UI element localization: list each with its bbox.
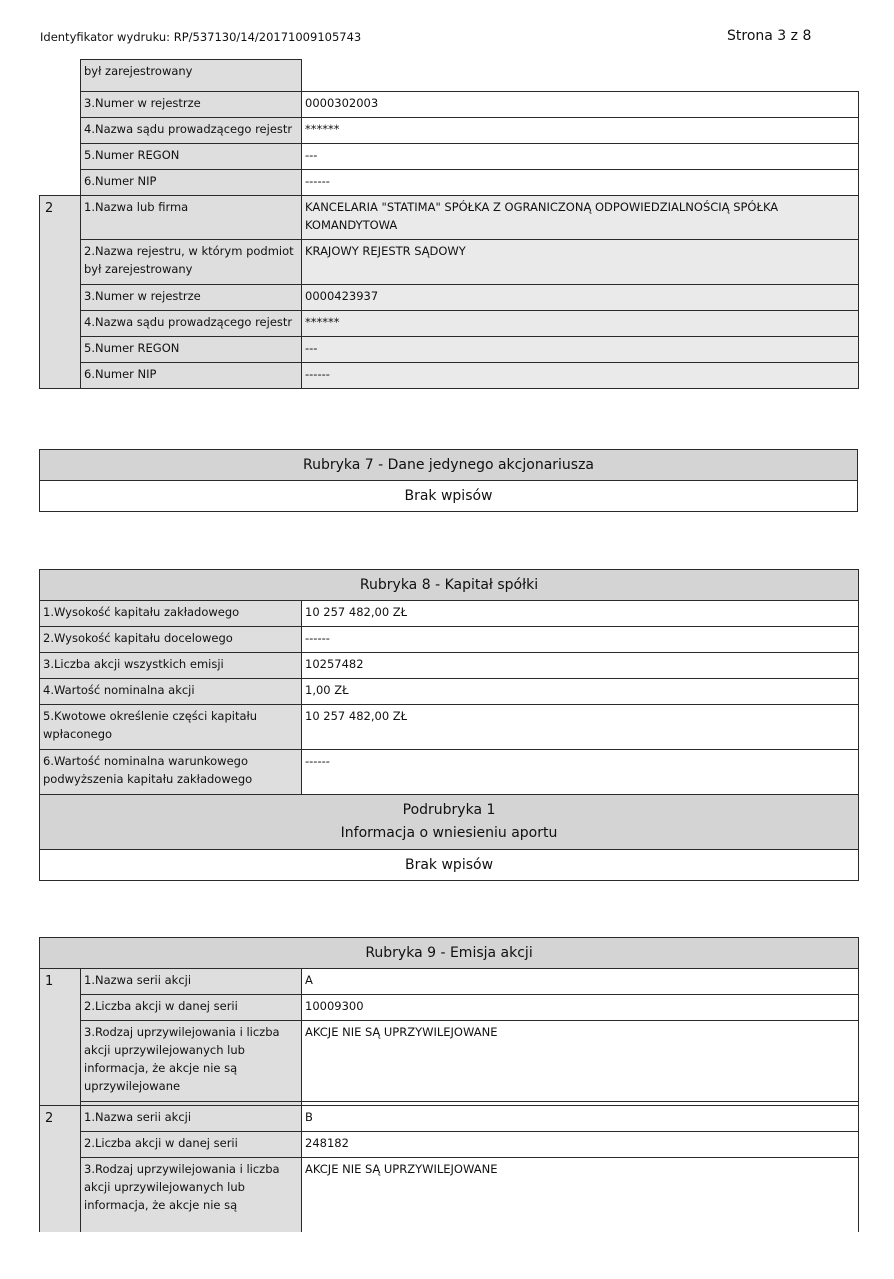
field-value: 248182 bbox=[302, 1132, 859, 1158]
field-label: 4.Nazwa sądu prowadzącego rejestr bbox=[81, 118, 302, 144]
field-label: 4.Wartość nominalna akcji bbox=[40, 679, 302, 705]
field-label: 2.Wysokość kapitału docelowego bbox=[40, 627, 302, 653]
field-label: 1.Nazwa serii akcji bbox=[81, 969, 302, 995]
field-label: 1.Wysokość kapitału zakładowego bbox=[40, 601, 302, 627]
field-value: 10009300 bbox=[302, 995, 859, 1021]
field-label: 3.Rodzaj uprzywilejowania i liczba akcji uprzywilejowanych lub informacja, że akcje nie są bbox=[81, 1158, 302, 1232]
field-label: 2.Nazwa rejestru, w którym podmiot był zarejestrowany bbox=[81, 240, 302, 285]
field-value: ****** bbox=[302, 311, 859, 337]
field-value: KRAJOWY REJESTR SĄDOWY bbox=[302, 240, 859, 285]
section-title: Rubryka 7 - Dane jedynego akcjonariusza bbox=[40, 450, 858, 481]
field-label: 6.Numer NIP bbox=[81, 170, 302, 196]
entity-1-number-cell bbox=[40, 60, 81, 196]
field-value: ------ bbox=[302, 363, 859, 389]
section7-table bbox=[39, 449, 858, 512]
subsection-title-line1: Podrubryka 1 bbox=[402, 802, 496, 818]
field-label: 5.Numer REGON bbox=[81, 337, 302, 363]
print-identifier: Identyfikator wydruku: RP/537130/14/20171009105743 bbox=[40, 30, 362, 44]
field-label: 4.Nazwa sądu prowadzącego rejestr bbox=[81, 311, 302, 337]
field-label: 5.Kwotowe określenie części kapitału wpłaconego bbox=[40, 705, 302, 750]
field-label: był zarejestrowany bbox=[81, 60, 302, 92]
field-label: 3.Rodzaj uprzywilejowania i liczba akcji uprzywilejowanych lub informacja, że akcje nie są uprzywilejowane bbox=[81, 1021, 302, 1102]
section-title: Rubryka 8 - Kapitał spółki bbox=[40, 570, 859, 601]
field-value: AKCJE NIE SĄ UPRZYWILEJOWANE bbox=[302, 1021, 859, 1102]
field-value: 1,00 ZŁ bbox=[302, 679, 859, 705]
field-value: ------ bbox=[302, 170, 859, 196]
emission-2-number: 2 bbox=[40, 1106, 81, 1232]
page-number: Strona 3 z 8 bbox=[727, 28, 812, 44]
no-entries-text: Brak wpisów bbox=[40, 481, 858, 512]
subsection-title bbox=[40, 795, 859, 850]
field-value: 10257482 bbox=[302, 653, 859, 679]
field-value: AKCJE NIE SĄ UPRZYWILEJOWANE bbox=[302, 1158, 859, 1232]
field-value bbox=[302, 60, 859, 92]
field-value: A bbox=[302, 969, 859, 995]
field-label: 6.Numer NIP bbox=[81, 363, 302, 389]
field-value: 10 257 482,00 ZŁ bbox=[302, 705, 859, 750]
subsection-title-line2: Informacja o wniesieniu aportu bbox=[340, 825, 558, 841]
field-label: 5.Numer REGON bbox=[81, 144, 302, 170]
field-value: ****** bbox=[302, 118, 859, 144]
emission-1-number: 1 bbox=[40, 969, 81, 1106]
field-value: ------ bbox=[302, 627, 859, 653]
field-value: 0000423937 bbox=[302, 285, 859, 311]
field-label: 1.Nazwa lub firma bbox=[81, 196, 302, 240]
field-value: B bbox=[302, 1106, 859, 1132]
field-value: --- bbox=[302, 337, 859, 363]
field-value: KANCELARIA "STATIMA" SPÓŁKA Z OGRANICZONĄ ODPOWIEDZIALNOŚCIĄ SPÓŁKA KOMANDYTOWA bbox=[302, 196, 859, 240]
section8-table bbox=[39, 569, 859, 881]
section-title: Rubryka 9 - Emisja akcji bbox=[40, 938, 859, 969]
field-label: 2.Liczba akcji w danej serii bbox=[81, 1132, 302, 1158]
field-label: 3.Numer w rejestrze bbox=[81, 92, 302, 118]
no-entries-text: Brak wpisów bbox=[40, 850, 859, 881]
section6-continuation-table bbox=[39, 59, 859, 389]
field-value: --- bbox=[302, 144, 859, 170]
section9-table bbox=[39, 937, 859, 1232]
field-label: 6.Wartość nominalna warunkowego podwyższenia kapitału zakładowego bbox=[40, 750, 302, 795]
field-value: ------ bbox=[302, 750, 859, 795]
field-value: 10 257 482,00 ZŁ bbox=[302, 601, 859, 627]
field-label: 3.Numer w rejestrze bbox=[81, 285, 302, 311]
field-label: 3.Liczba akcji wszystkich emisji bbox=[40, 653, 302, 679]
field-label: 1.Nazwa serii akcji bbox=[81, 1106, 302, 1132]
field-value: 0000302003 bbox=[302, 92, 859, 118]
entity-2-number: 2 bbox=[40, 196, 81, 389]
field-label: 2.Liczba akcji w danej serii bbox=[81, 995, 302, 1021]
